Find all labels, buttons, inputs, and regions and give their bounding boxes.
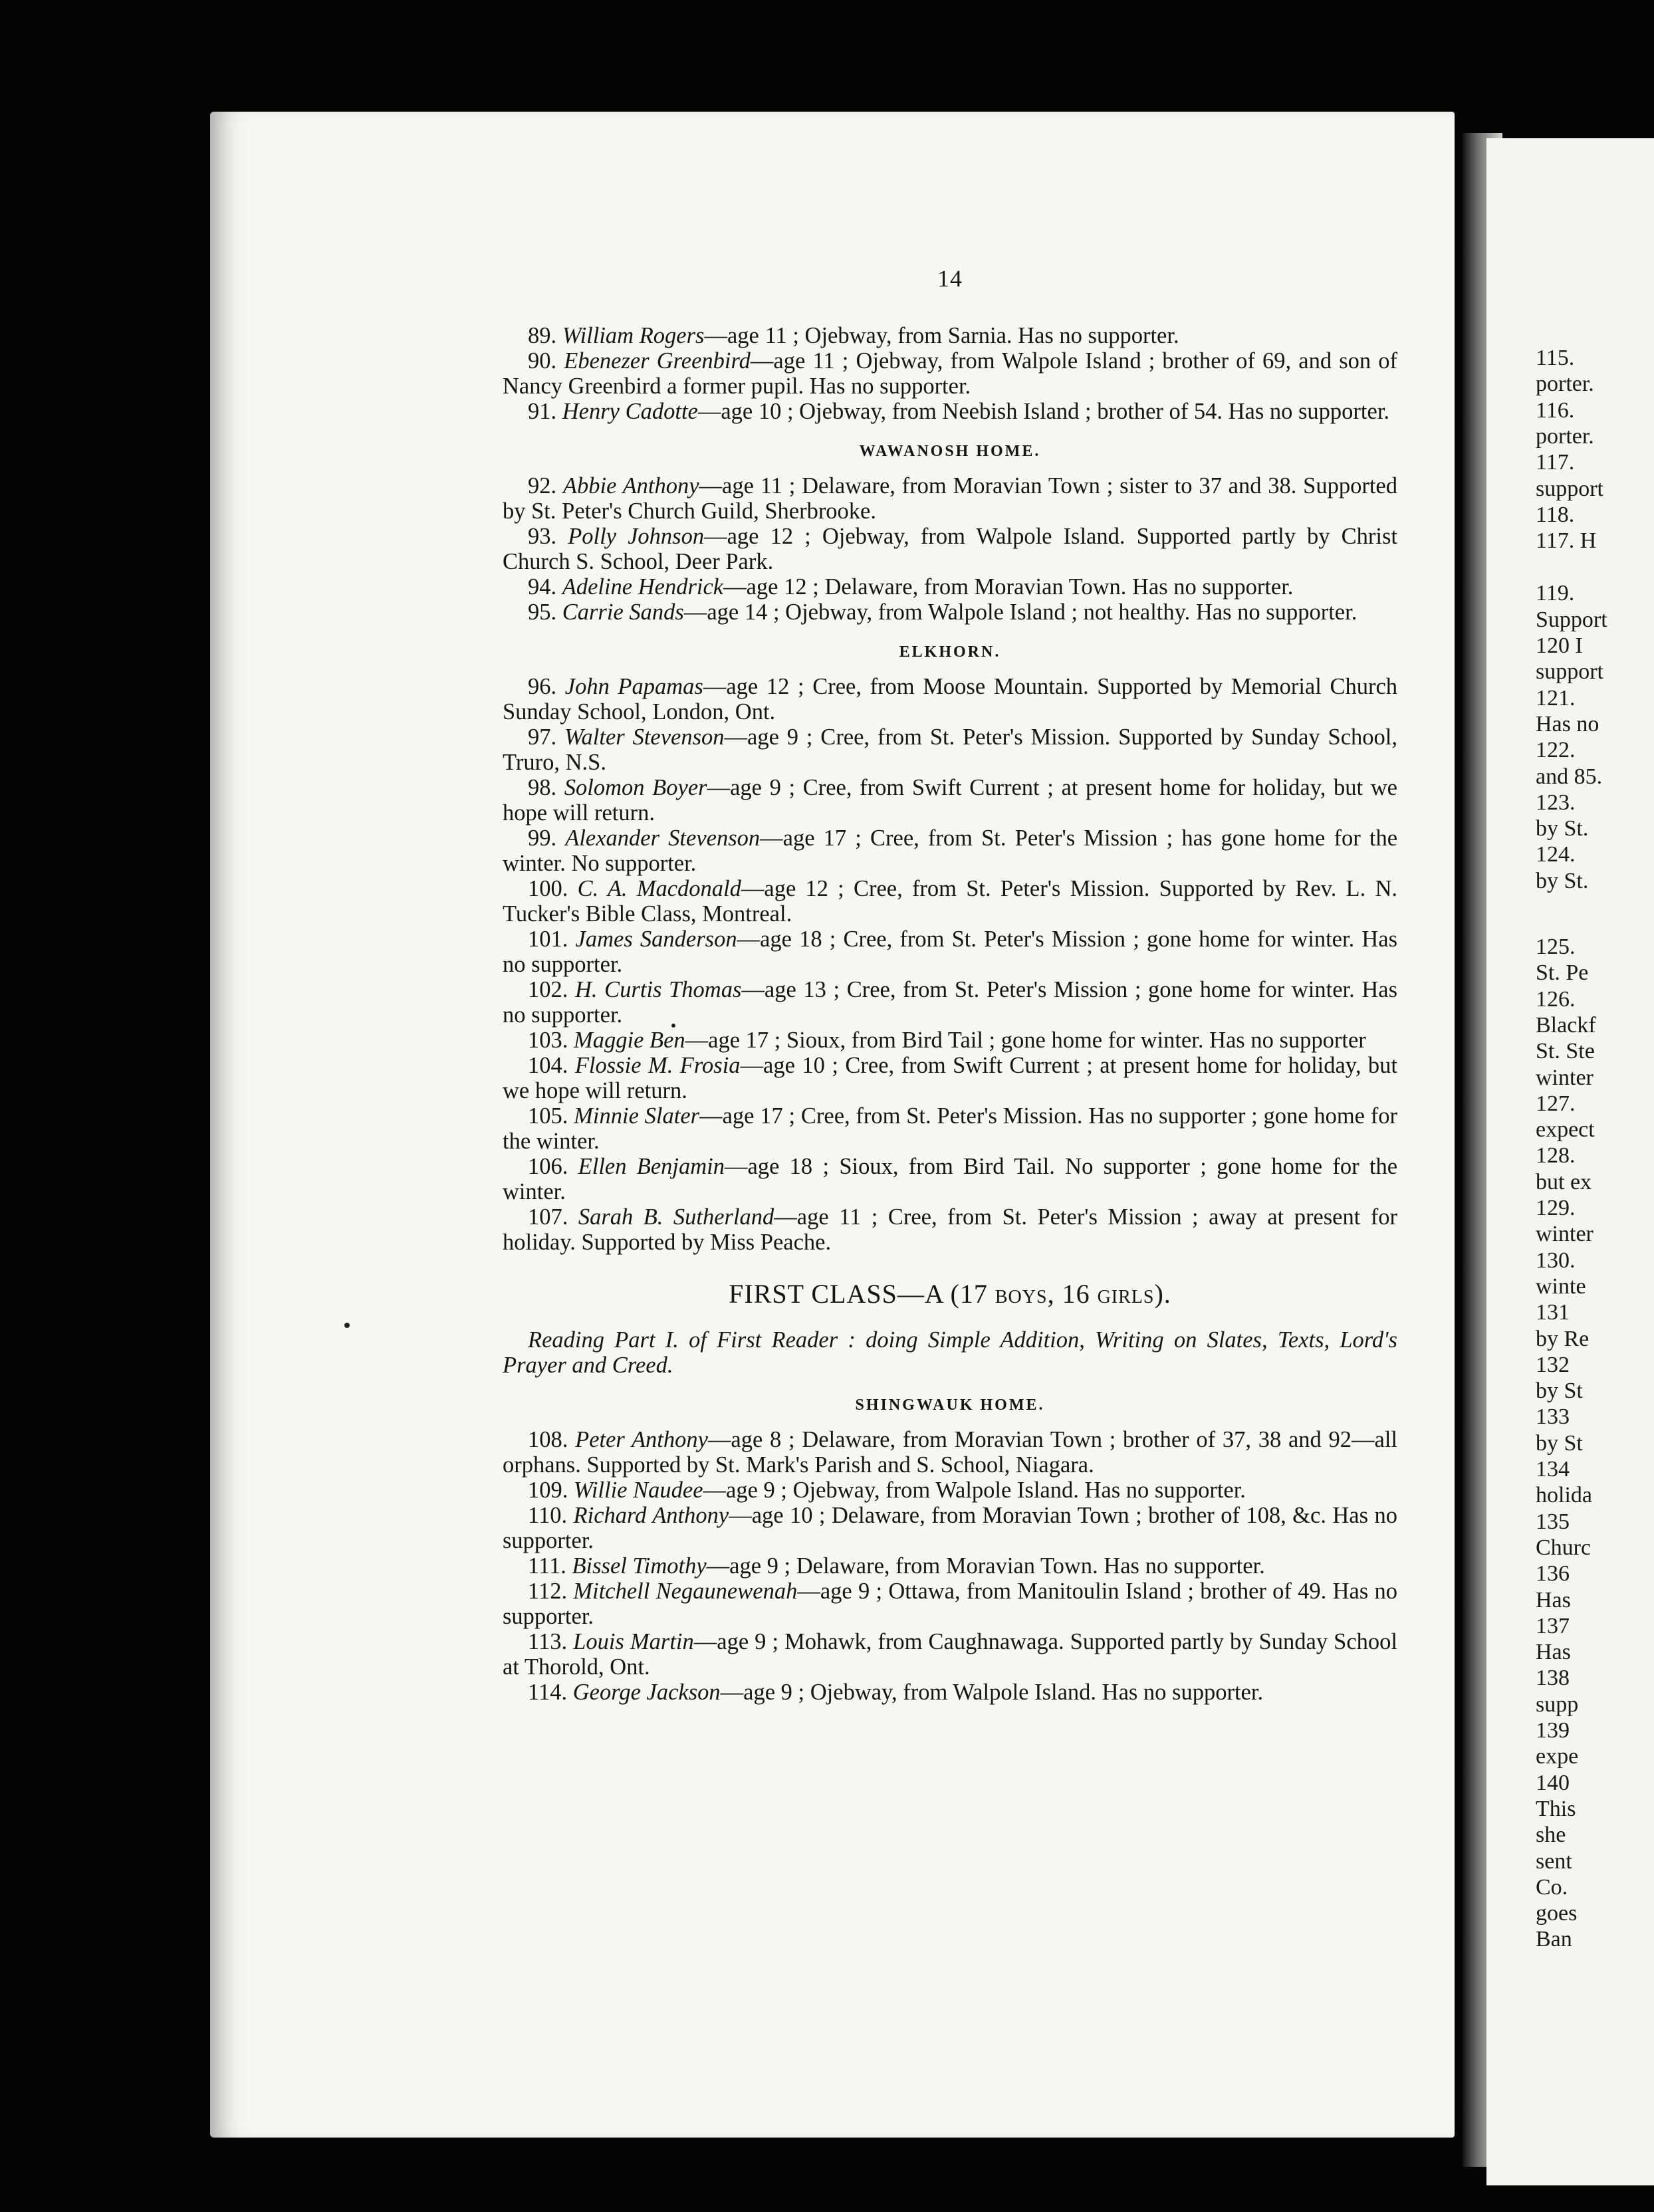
entry-details: —age 11 ; Cree, from St. Peter's Mission ; away at present for holiday. Supported by Miss Peache.	[503, 1204, 1398, 1255]
entry-number: 91.	[528, 399, 562, 424]
facing-page-fragment: expect	[1536, 1117, 1595, 1143]
facing-page-fragment: by St	[1536, 1379, 1583, 1404]
facing-page-fragment: support	[1536, 659, 1603, 685]
facing-page-fragment: Co.	[1536, 1874, 1568, 1900]
entry-details: —age 17 ; Cree, from St. Peter's Mission. Has no supporter ; gone home for the winter.	[503, 1103, 1397, 1154]
pupil-entry	[503, 1680, 1397, 1705]
pupil-name: Alexander Stevenson	[565, 826, 761, 851]
entry-number: 100.	[528, 876, 578, 901]
entry-number: 103.	[528, 1028, 574, 1053]
entry-number: 98.	[528, 775, 564, 800]
facing-page-fragment: Has no	[1536, 711, 1599, 736]
facing-page-fragment: St. Ste	[1536, 1039, 1595, 1064]
pupil-entry	[503, 348, 1397, 399]
heading-wawanosh-home: WAWANOSH HOME.	[859, 443, 1041, 460]
pupil-name: James Sanderson	[575, 927, 737, 952]
pupil-name: Carrie Sands	[562, 600, 684, 625]
facing-page-fragment: 122.	[1536, 738, 1576, 763]
pupil-name: Peter Anthony	[575, 1427, 708, 1452]
pupil-entry	[503, 977, 1397, 1028]
pupil-entry	[503, 1028, 1397, 1053]
facing-page-fragment: 117.	[1536, 450, 1575, 475]
facing-page-fragment: 119.	[1536, 581, 1575, 606]
pupil-name: Louis Martin	[573, 1629, 694, 1654]
entry-number: 113.	[528, 1629, 574, 1654]
entry-details: —age 17 ; Cree, from St. Peter's Mission ; has gone home for the winter. No supporter.	[503, 826, 1398, 876]
pupil-name: Solomon Boyer	[564, 775, 707, 800]
pupil-name: Abbie Anthony	[562, 473, 699, 498]
pupil-name: Polly Johnson	[568, 524, 705, 549]
facing-page-fragment: by St.	[1536, 868, 1589, 893]
facing-page-fragment: 135	[1536, 1509, 1570, 1534]
entry-details: —age 17 ; Sioux, from Bird Tail ; gone home for winter. Has no supporter	[685, 1028, 1366, 1053]
pupil-name: Maggie Ben	[574, 1028, 685, 1053]
pupil-name: John Papamas	[564, 674, 703, 699]
entry-number: 111.	[528, 1553, 572, 1579]
page-number: 14	[937, 265, 963, 292]
entry-number: 104.	[528, 1053, 575, 1078]
facing-page-fragment: by St.	[1536, 816, 1589, 841]
entry-details: —age 9 ; Cree, from Swift Current ; at present home for holiday, but we hope will return.	[503, 775, 1397, 826]
entry-number: 93.	[528, 524, 568, 549]
facing-page-fragment: 130.	[1536, 1248, 1576, 1273]
facing-page-fragment: she	[1536, 1823, 1566, 1848]
entries-wawanosh	[503, 473, 1397, 625]
facing-page-fragment: 129.	[1536, 1196, 1576, 1220]
entry-number: 112.	[528, 1579, 574, 1604]
facing-page-fragment: Blackf	[1536, 1012, 1596, 1038]
pupil-entry	[503, 876, 1397, 927]
entry-details: —age 10 ; Cree, from Swift Current ; at present home for holiday, but we hope will return.	[503, 1053, 1397, 1103]
pupil-entry	[503, 399, 1397, 424]
entry-number: 94.	[528, 574, 562, 600]
curriculum-text: Reading Part I. of First Reader : doing Simple Addition, Writing on Slates, Texts, Lord's Prayer and Creed.	[503, 1327, 1397, 1378]
pupil-entry	[503, 1503, 1397, 1553]
heading-shingwauk-home: SHINGWAUK HOME.	[855, 1396, 1045, 1414]
entry-details: —age 10 ; Delaware, from Moravian Town ; brother of 108, &c. Has no supporter.	[503, 1503, 1397, 1553]
facing-page-fragment: 137	[1536, 1613, 1570, 1638]
entries-elkhorn	[503, 674, 1397, 1255]
facing-page-fragment: 124.	[1536, 842, 1576, 867]
facing-page-fragment: 139	[1536, 1718, 1570, 1743]
entry-number: 92.	[528, 473, 563, 498]
facing-page-fragment: 133	[1536, 1404, 1570, 1430]
facing-page-fragment: 117. H	[1536, 528, 1597, 554]
entry-details: —age 11 ; Delaware, from Moravian Town ; sister to 37 and 38. Supported by St. Peter's Church Guild, Sherbrooke.	[503, 473, 1397, 524]
entry-details: —age 9 ; Mohawk, from Caughnawaga. Supported partly by Sunday School at Thorold, Ont.	[503, 1629, 1397, 1680]
entry-details: —age 13 ; Cree, from St. Peter's Mission ; gone home for winter. Has no supporter.	[503, 977, 1398, 1028]
pupil-entry	[503, 1478, 1397, 1503]
entry-details: —age 12 ; Cree, from St. Peter's Mission. Supported by Rev. L. N. Tucker's Bible Class, Montreal.	[503, 876, 1397, 927]
facing-page-fragment: by St	[1536, 1430, 1583, 1456]
page-text	[503, 266, 1397, 1705]
facing-page-fragment: winter	[1536, 1222, 1594, 1247]
pupil-entry	[503, 1204, 1397, 1255]
entry-number: 102.	[528, 977, 576, 1002]
facing-page-fragment: Ban	[1536, 1927, 1572, 1952]
entry-number: 95.	[528, 600, 562, 625]
facing-page-fragment: 123.	[1536, 790, 1576, 815]
facing-page-fragment: Support	[1536, 607, 1607, 632]
facing-page-fragment: by Re	[1536, 1326, 1590, 1351]
facing-page-fragment: and 85.	[1536, 764, 1603, 789]
pupil-entry	[503, 600, 1397, 625]
entry-details: —age 9 ; Cree, from St. Peter's Mission. Supported by Sunday School, Truro, N.S.	[503, 724, 1398, 775]
facing-page-fragment: support	[1536, 476, 1603, 501]
facing-page-fragment: 125.	[1536, 935, 1576, 959]
facing-page-fragment: winte	[1536, 1273, 1586, 1299]
entries-shingwauk	[503, 1427, 1397, 1705]
entry-details: —age 11 ; Ojebway, from Walpole Island ; brother of 69, and son of Nancy Greenbird a former pupil. Has no supporter.	[503, 348, 1397, 399]
entries-part1	[503, 323, 1397, 424]
entry-number: 97.	[528, 724, 564, 750]
facing-page-fragment: 116.	[1536, 397, 1575, 423]
pupil-name: Ellen Benjamin	[578, 1154, 725, 1179]
entry-details: —age 9 ; Ojebway, from Walpole Island. Has no supporter.	[703, 1478, 1246, 1503]
class-heading-girls: GIRLS	[1097, 1287, 1155, 1307]
facing-page-fragment: goes	[1536, 1901, 1578, 1926]
entry-number: 110.	[528, 1503, 574, 1528]
pupil-name: Mitchell Negaunewenah	[573, 1579, 798, 1604]
entry-details: —age 18 ; Cree, from St. Peter's Mission ; gone home for winter. Has no supporter.	[503, 927, 1398, 977]
class-heading-sep: , 16	[1047, 1279, 1098, 1309]
facing-page-fragment: porter.	[1536, 372, 1594, 397]
facing-page-fragment: Churc	[1536, 1535, 1592, 1560]
pupil-entry	[503, 927, 1397, 977]
entry-details: —age 12 ; Delaware, from Moravian Town. Has no supporter.	[723, 574, 1294, 600]
pupil-entry	[503, 574, 1397, 600]
pupil-name: William Rogers	[562, 323, 705, 348]
entry-details: —age 12 ; Cree, from Moose Mountain. Supported by Memorial Church Sunday School, London, Ont.	[503, 674, 1398, 724]
pupil-name: Willie Naudee	[574, 1478, 703, 1503]
facing-page-fragment: 132	[1536, 1352, 1570, 1377]
entry-details: —age 9 ; Ojebway, from Walpole Island. Has no supporter.	[720, 1680, 1264, 1705]
pupil-entry	[503, 775, 1397, 826]
facing-page-fragment: 126.	[1536, 986, 1576, 1012]
pupil-name: Bissel Timothy	[572, 1553, 707, 1579]
pupil-entry	[503, 1154, 1397, 1204]
facing-page-fragment: 115.	[1536, 346, 1575, 370]
class-heading-close: ).	[1154, 1279, 1171, 1309]
pupil-entry	[503, 1053, 1397, 1103]
entry-details: —age 8 ; Delaware, from Moravian Town ; brother of 37, 38 and 92—all orphans. Supported by St. Mark's Parish and S. School, Niagara.	[503, 1427, 1398, 1478]
pupil-name: Flossie M. Frosia	[574, 1053, 741, 1078]
ink-speck	[344, 1323, 350, 1328]
facing-page-fragment: but ex	[1536, 1169, 1592, 1194]
facing-page-fragment: Has	[1536, 1587, 1571, 1612]
entry-number: 99.	[528, 826, 566, 851]
pupil-entry	[503, 1629, 1397, 1680]
pupil-name: Adeline Hendrick	[562, 574, 724, 600]
facing-page-fragment: porter.	[1536, 423, 1594, 449]
pupil-name: H. Curtis Thomas	[575, 977, 742, 1002]
pupil-entry	[503, 1103, 1397, 1154]
facing-page-fragment: 138	[1536, 1666, 1570, 1691]
facing-page-fragment: 140	[1536, 1770, 1570, 1795]
heading-elkhorn: ELKHORN.	[899, 643, 1001, 661]
pupil-name: Walter Stevenson	[564, 724, 725, 750]
facing-page-fragment: 136	[1536, 1561, 1570, 1587]
pupil-entry	[503, 826, 1397, 876]
entry-number: 96.	[528, 674, 565, 699]
facing-page-fragment: supp	[1536, 1692, 1579, 1717]
entry-details: —age 9 ; Delaware, from Moravian Town. Has no supporter.	[706, 1553, 1265, 1579]
facing-page-fragment: holida	[1536, 1483, 1592, 1508]
class-heading-boys: BOYS	[995, 1287, 1048, 1307]
entry-number: 90.	[528, 348, 564, 374]
pupil-name: Sarah B. Sutherland	[578, 1204, 774, 1230]
pupil-name: Richard Anthony	[573, 1503, 729, 1528]
entry-details: —age 14 ; Ojebway, from Walpole Island ; not healthy. Has no supporter.	[683, 600, 1358, 625]
entry-details: —age 9 ; Ottawa, from Manitoulin Island ; brother of 49. Has no supporter.	[503, 1579, 1397, 1629]
facing-page-fragment: 128.	[1536, 1143, 1576, 1168]
entry-details: —age 18 ; Sioux, from Bird Tail. No supporter ; gone home for the winter.	[503, 1154, 1398, 1204]
facing-page-fragment: Has	[1536, 1640, 1571, 1665]
class-heading	[503, 1281, 1397, 1310]
facing-page-fragment: sent	[1536, 1848, 1572, 1874]
pupil-entry	[503, 1579, 1397, 1629]
entry-number: 107.	[528, 1204, 578, 1230]
facing-page-fragment: winter	[1536, 1065, 1594, 1090]
facing-page-fragment: 121.	[1536, 685, 1576, 711]
pupil-name: C. A. Macdonald	[577, 876, 741, 901]
entry-number: 106.	[528, 1154, 578, 1179]
class-heading-main: FIRST CLASS—A (17	[729, 1279, 995, 1309]
pupil-entry	[503, 1553, 1397, 1579]
facing-page-fragment: 134	[1536, 1457, 1570, 1482]
pupil-entry	[503, 473, 1397, 524]
pupil-name: Ebenezer Greenbird	[564, 348, 751, 374]
entry-details: —age 11 ; Ojebway, from Sarnia. Has no supporter.	[704, 323, 1179, 348]
pupil-name: Minnie Slater	[574, 1103, 700, 1129]
pupil-entry	[503, 674, 1397, 724]
pupil-entry	[503, 323, 1397, 348]
entry-number: 114.	[528, 1680, 573, 1705]
pupil-entry	[503, 1427, 1397, 1478]
entry-number: 109.	[528, 1478, 574, 1503]
pupil-name: Henry Cadotte	[562, 399, 698, 424]
pupil-entry	[503, 524, 1397, 574]
facing-page-fragment: expe	[1536, 1744, 1579, 1769]
entry-number: 105.	[528, 1103, 574, 1129]
entry-details: —age 10 ; Ojebway, from Neebish Island ; brother of 54. Has no supporter.	[697, 399, 1390, 424]
entry-number: 89.	[528, 323, 562, 348]
facing-page-fragment: St. Pe	[1536, 960, 1589, 986]
pupil-entry	[503, 724, 1397, 775]
facing-page-fragment: This	[1536, 1796, 1576, 1821]
facing-page-fragment: 118.	[1536, 502, 1575, 527]
entry-number: 101.	[528, 927, 576, 952]
facing-page-fragment: 120 I	[1536, 633, 1583, 658]
entry-number: 108.	[528, 1427, 576, 1452]
facing-page-fragment: 127.	[1536, 1091, 1576, 1116]
facing-page-fragment: 131	[1536, 1300, 1570, 1325]
entry-details: —age 12 ; Ojebway, from Walpole Island. Supported partly by Christ Church S. School, Deer Park.	[503, 524, 1397, 574]
pupil-name: George Jackson	[572, 1680, 721, 1705]
